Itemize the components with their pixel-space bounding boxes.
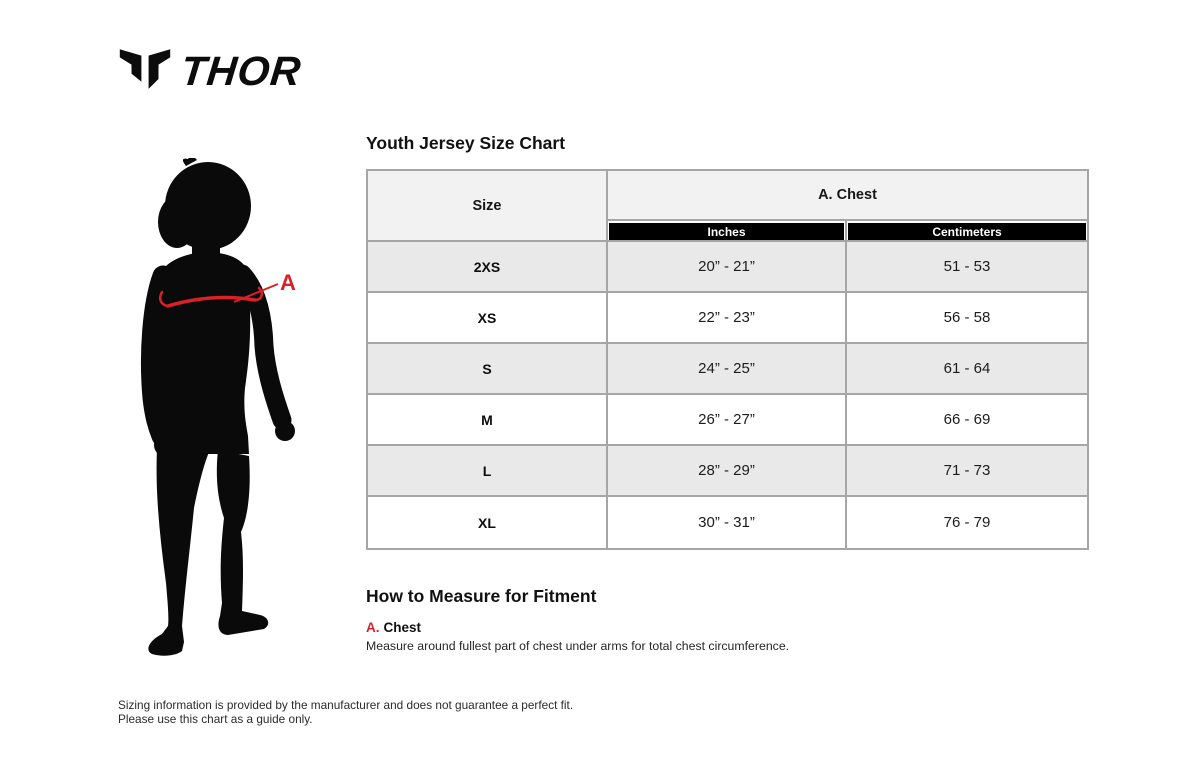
fitment-label: Chest: [383, 620, 422, 635]
inches-cell: 20” - 21”: [608, 242, 847, 293]
size-cell: M: [368, 395, 608, 446]
youth-silhouette-figure: [130, 158, 308, 663]
cm-cell: 66 - 69: [847, 395, 1087, 446]
cm-cell: 76 - 79: [847, 497, 1087, 548]
cm-cell: 61 - 64: [847, 344, 1087, 395]
size-cell: XS: [368, 293, 608, 344]
fitment-marker: A.: [366, 620, 380, 635]
inches-cell: 22” - 23”: [608, 293, 847, 344]
chest-marker-label: A: [280, 270, 296, 295]
thor-horns-icon: [118, 45, 172, 95]
subheader-centimeters-label: Centimeters: [848, 223, 1086, 240]
thor-logo: [118, 45, 304, 95]
sizing-disclaimer: [118, 699, 573, 727]
column-header-size: Size: [368, 171, 608, 242]
subheader-centimeters: [847, 221, 1087, 242]
size-cell: 2XS: [368, 242, 608, 293]
size-chart-title: Youth Jersey Size Chart: [366, 133, 566, 153]
inches-cell: 24” - 25”: [608, 344, 847, 395]
thor-wordmark: THOR: [178, 47, 304, 94]
silhouette-left-leg: [148, 448, 210, 656]
size-cell: S: [368, 344, 608, 395]
subheader-inches: [608, 221, 847, 242]
fitment-description: Measure around fullest part of chest under arms for total chest circumference.: [366, 639, 790, 653]
cm-cell: 56 - 58: [847, 293, 1087, 344]
size-chart-section: [366, 133, 1085, 653]
fitment-item-chest: [366, 620, 1085, 635]
cm-cell: 51 - 53: [847, 242, 1087, 293]
inches-cell: 26” - 27”: [608, 395, 847, 446]
inches-cell: 28” - 29”: [608, 446, 847, 497]
column-group-header-chest: A. Chest: [608, 171, 1087, 221]
fitment-title: How to Measure for Fitment: [366, 586, 597, 606]
inches-cell: 30” - 31”: [608, 497, 847, 548]
size-chart-table: [366, 169, 1089, 550]
cm-cell: 71 - 73: [847, 446, 1087, 497]
subheader-inches-label: Inches: [609, 223, 844, 240]
disclaimer-line-2: Please use this chart as a guide only.: [118, 711, 313, 726]
size-cell: XL: [368, 497, 608, 548]
disclaimer-line-1: Sizing information is provided by the manufacturer and does not guarantee a perfect fit.: [118, 698, 574, 712]
size-cell: L: [368, 446, 608, 497]
silhouette-right-leg: [217, 450, 268, 635]
